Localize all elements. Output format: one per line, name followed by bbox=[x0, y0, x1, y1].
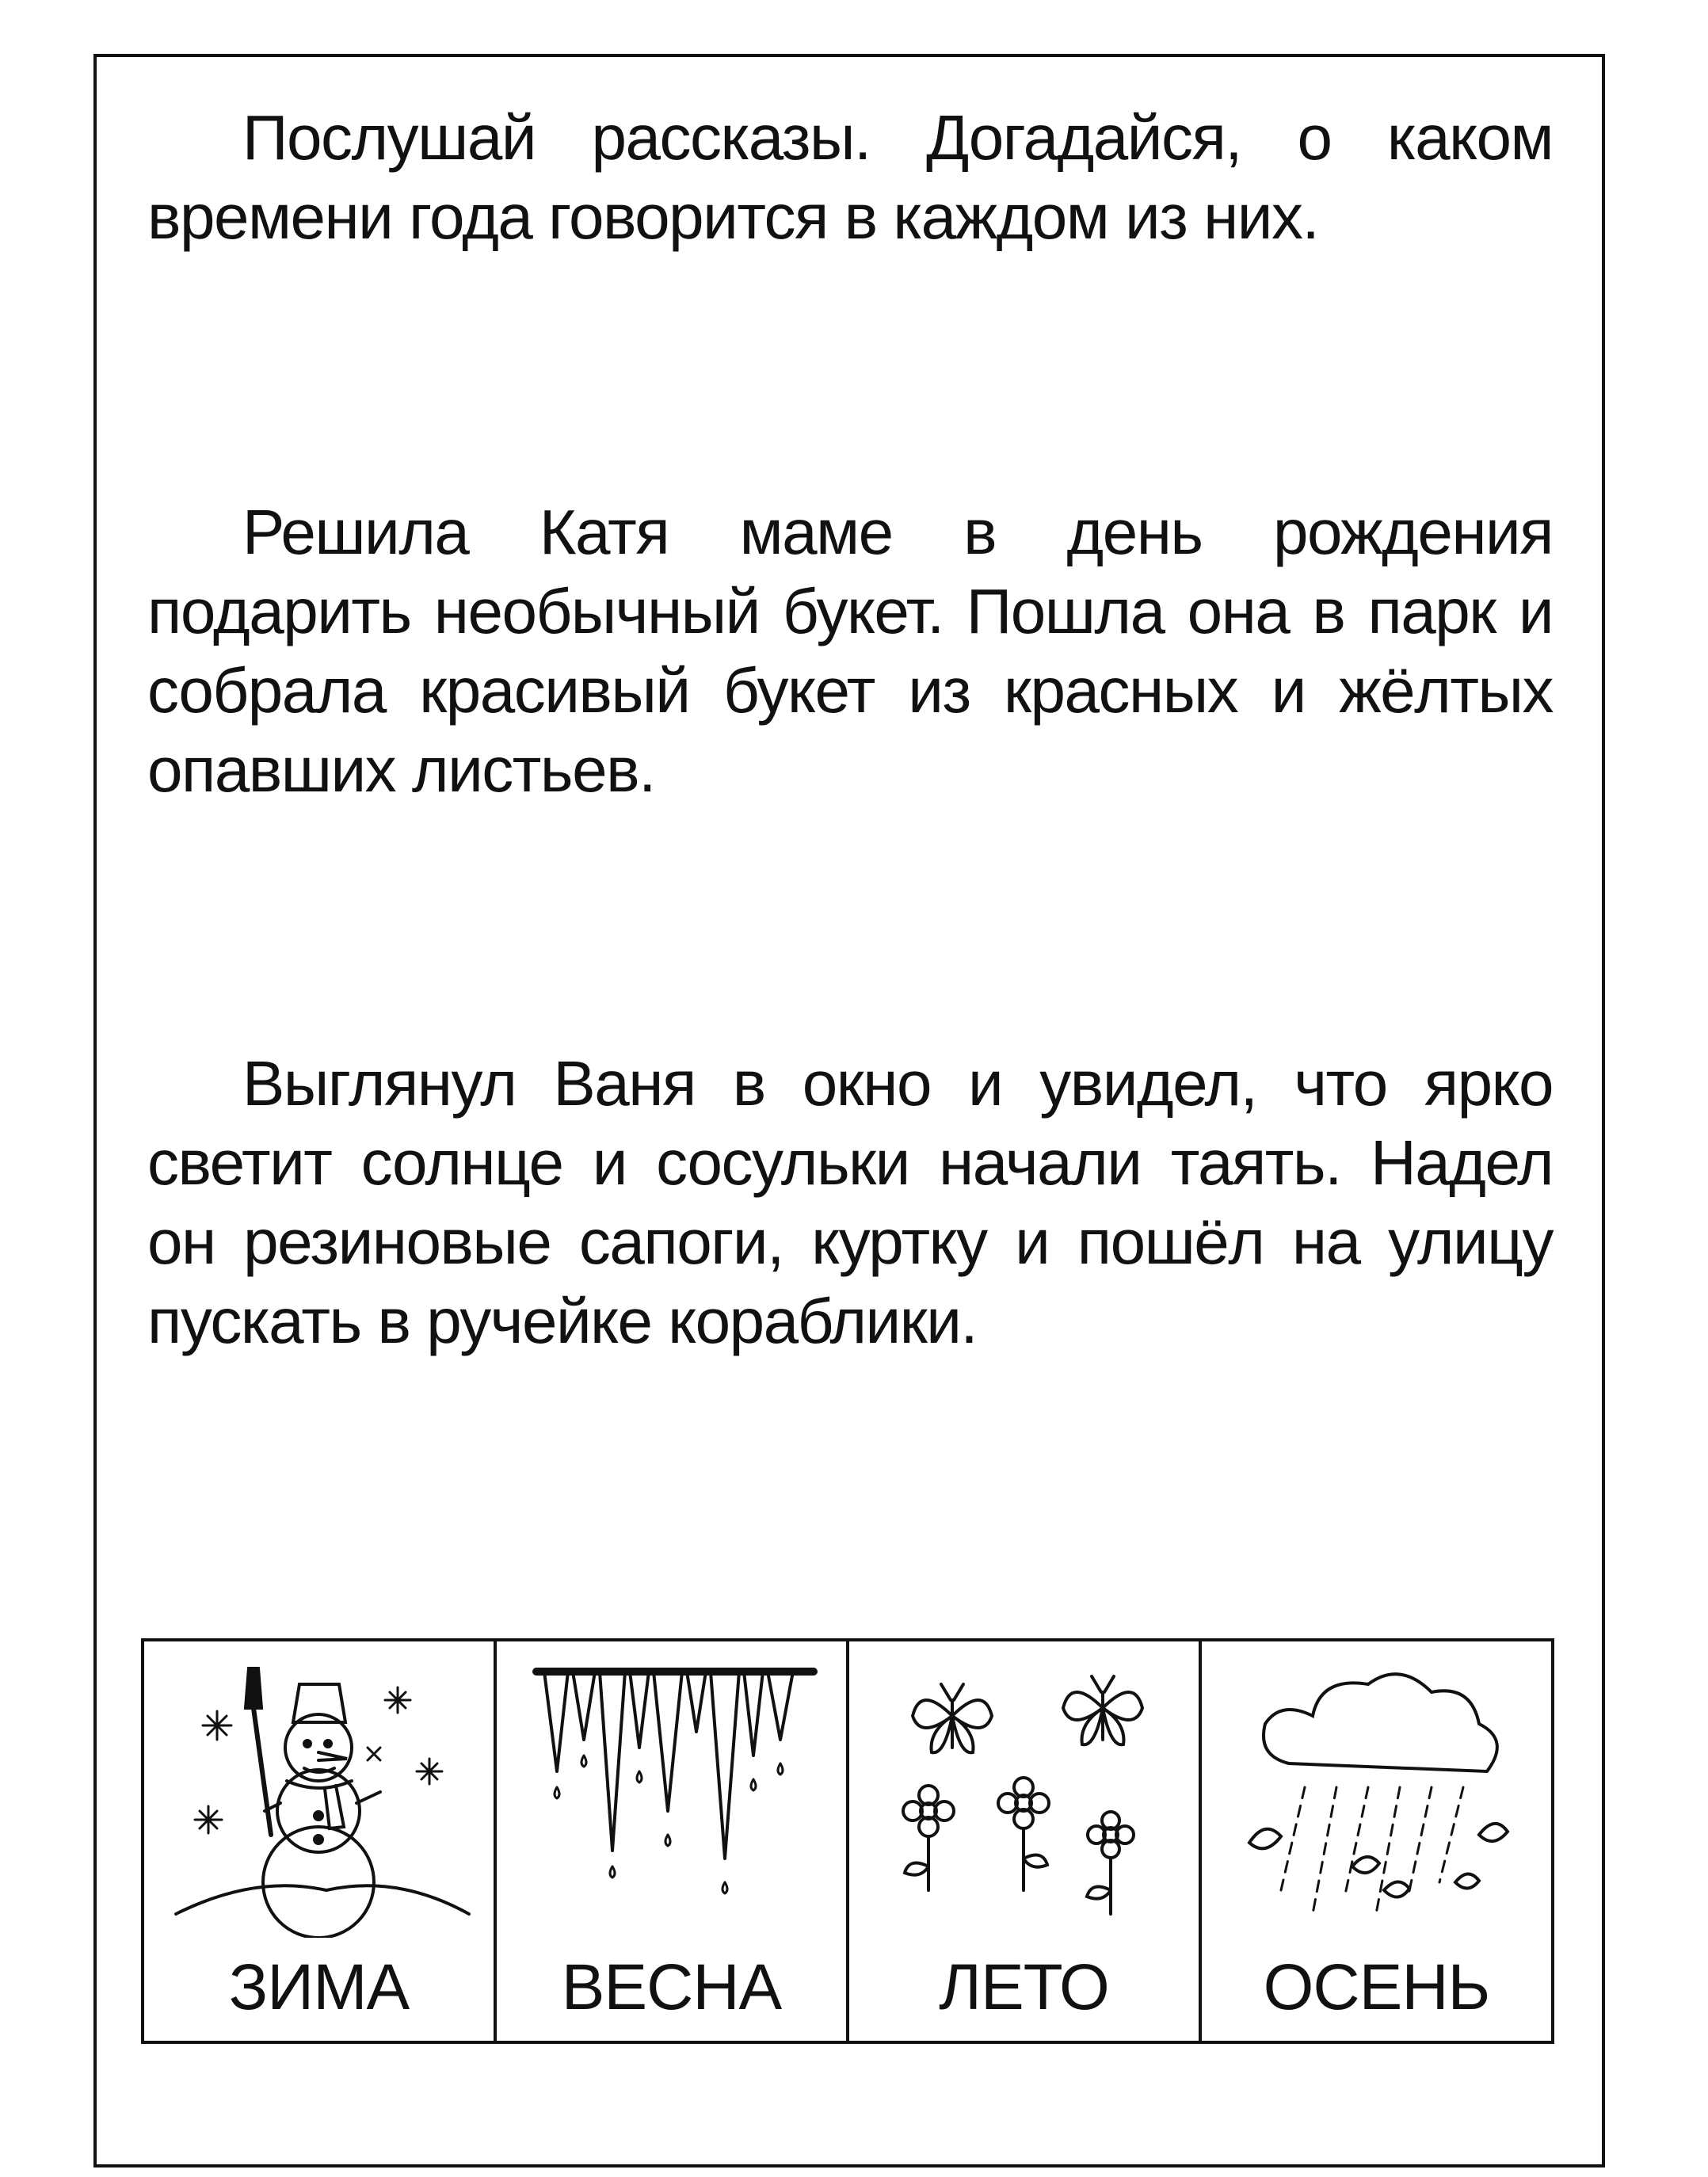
rain-cloud-leaves-icon bbox=[1218, 1653, 1535, 1938]
season-label-autumn: ОСЕНЬ bbox=[1263, 1951, 1490, 2023]
snowman-icon bbox=[160, 1653, 477, 1938]
season-cell-summer bbox=[849, 1641, 1202, 2041]
story-spring-icicles: Выглянул Ваня в окно и увидел, что ярко светит солнце и сосульки начали таять. Надел он резиновые сапоги, куртку и пошёл на улицу пускать в ручейке кораблики. bbox=[147, 1048, 1553, 1356]
season-label-summer: ЛЕТО bbox=[939, 1951, 1109, 2023]
season-cell-winter bbox=[144, 1641, 497, 2041]
season-cell-autumn bbox=[1202, 1641, 1551, 2041]
seasons-table bbox=[141, 1638, 1554, 2044]
season-label-spring: ВЕСНА bbox=[561, 1951, 782, 2023]
icicles-icon bbox=[513, 1653, 829, 1938]
season-cell-spring bbox=[497, 1641, 849, 2041]
instruction-text: Послушай рассказы. Догадайся, о каком времени года говорится в каждом из них. bbox=[147, 102, 1553, 252]
story-autumn-bouquet: Решила Катя маме в день рождения подарить необычный букет. Пошла она в парк и собрала красивый букет из красных и жёлтых опавших листьев. bbox=[147, 497, 1553, 805]
butterflies-flowers-icon bbox=[865, 1653, 1182, 1938]
season-label-winter: ЗИМА bbox=[228, 1951, 410, 2023]
